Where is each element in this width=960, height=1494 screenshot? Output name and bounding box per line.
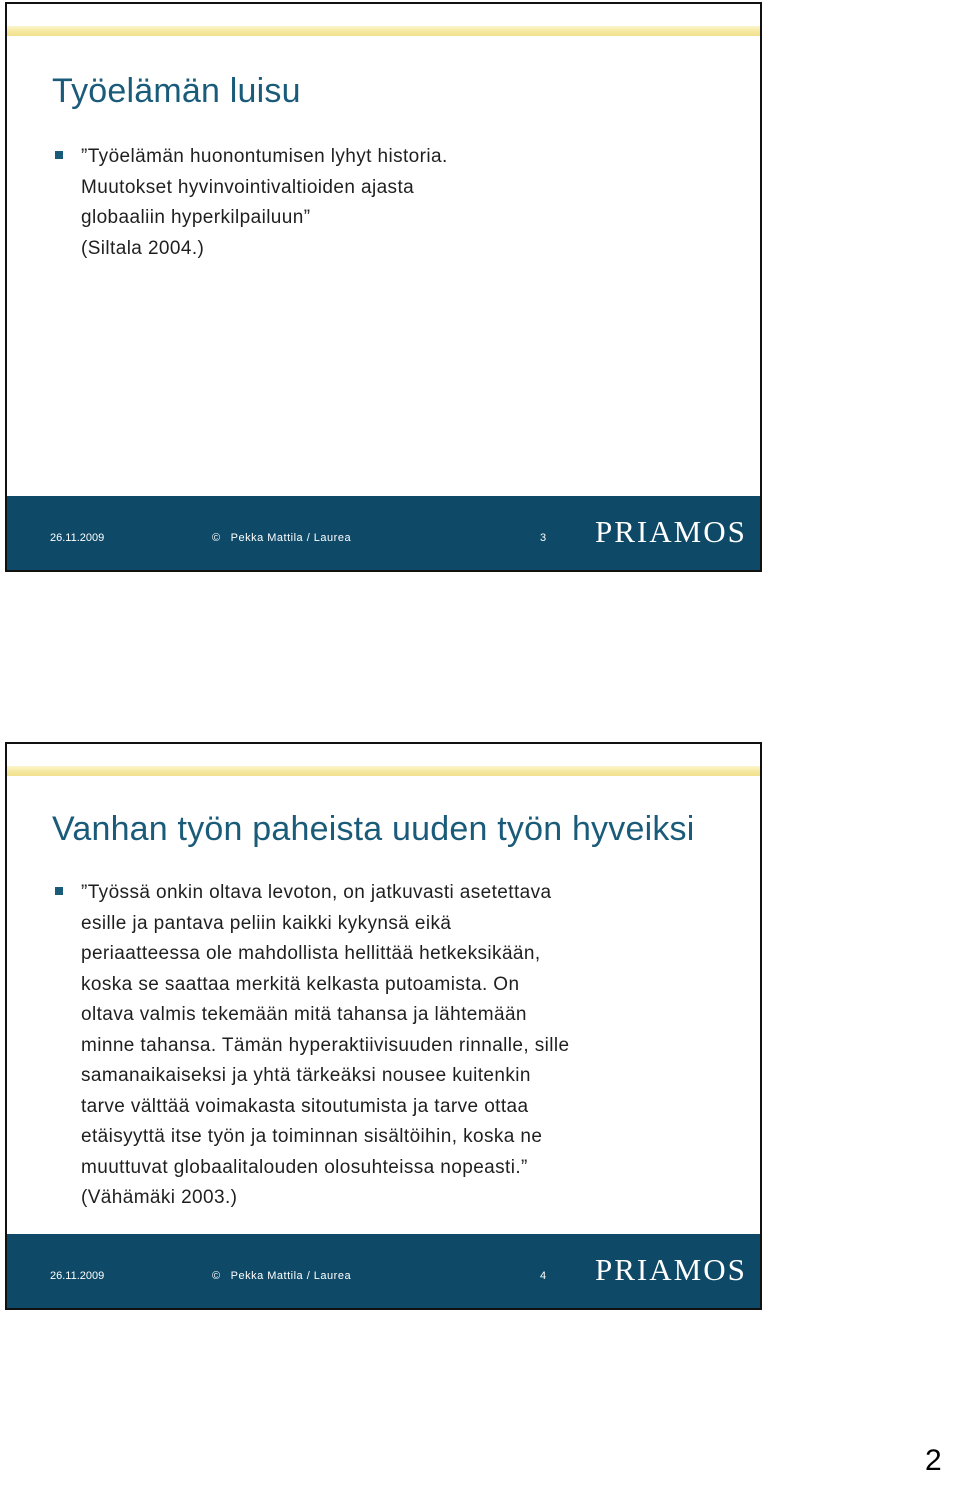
square-bullet-icon [55,151,63,159]
footer-date: 26.11.2009 [50,532,105,544]
bullet-list [52,878,720,1214]
slide-title: Vanhan työn paheista uuden työn hyveiksi [52,810,695,848]
priamos-logo: PRIAMOS [595,1252,747,1287]
bullet-text: ”Työelämän huonontumisen lyhyt historia. Muutokset hyvinvointivaltioiden ajasta globaaliin hyperkilpailuun” (Siltala 2004.) [81,146,448,259]
footer-copyright [212,532,351,544]
footer-author: Pekka Mattila / Laurea [230,1270,352,1282]
copyright-icon: © [212,532,221,544]
slide-3 [5,2,762,572]
bullet-list [52,142,720,264]
slide-top-band [7,26,760,36]
slide-title: Työelämän luisu [52,72,301,110]
document-page-number: 2 [925,1444,942,1477]
footer-page-number: 4 [540,1270,547,1282]
footer-copyright [212,1270,351,1282]
priamos-logo: PRIAMOS [595,514,747,549]
bullet-text: ”Työssä onkin oltava levoton, on jatkuvasti asetettava esille ja pantava peliin kaikki kykynsä eikä periaatteessa ole mahdollista hellittää hetkeksikään, koska se saattaa merkitä kelkasta putoamista. On oltava valmis tekemään mitä tahansa ja lähtemään minne tahansa. Tämän hyperaktiivisuuden rinnalle, sille samanaikaiseksi ja yhtä tärkeäksi nousee kuitenkin tarve välttää voimakasta sitoutumista ja tarve ottaa etäisyyttä itse työn ja toiminnan sisältöihin, koska ne muuttuvat globaalitalouden olosuhteissa nopeasti.” (Vähämäki 2003.) [81,882,570,1208]
footer-author: Pekka Mattila / Laurea [230,532,352,544]
copyright-icon: © [212,1270,221,1282]
slide-4 [5,742,762,1310]
slide-footer [7,1234,760,1308]
slide-footer [7,496,760,570]
slide-top-band [7,766,760,776]
footer-page-number: 3 [540,532,547,544]
footer-date: 26.11.2009 [50,1270,105,1282]
square-bullet-icon [55,887,63,895]
